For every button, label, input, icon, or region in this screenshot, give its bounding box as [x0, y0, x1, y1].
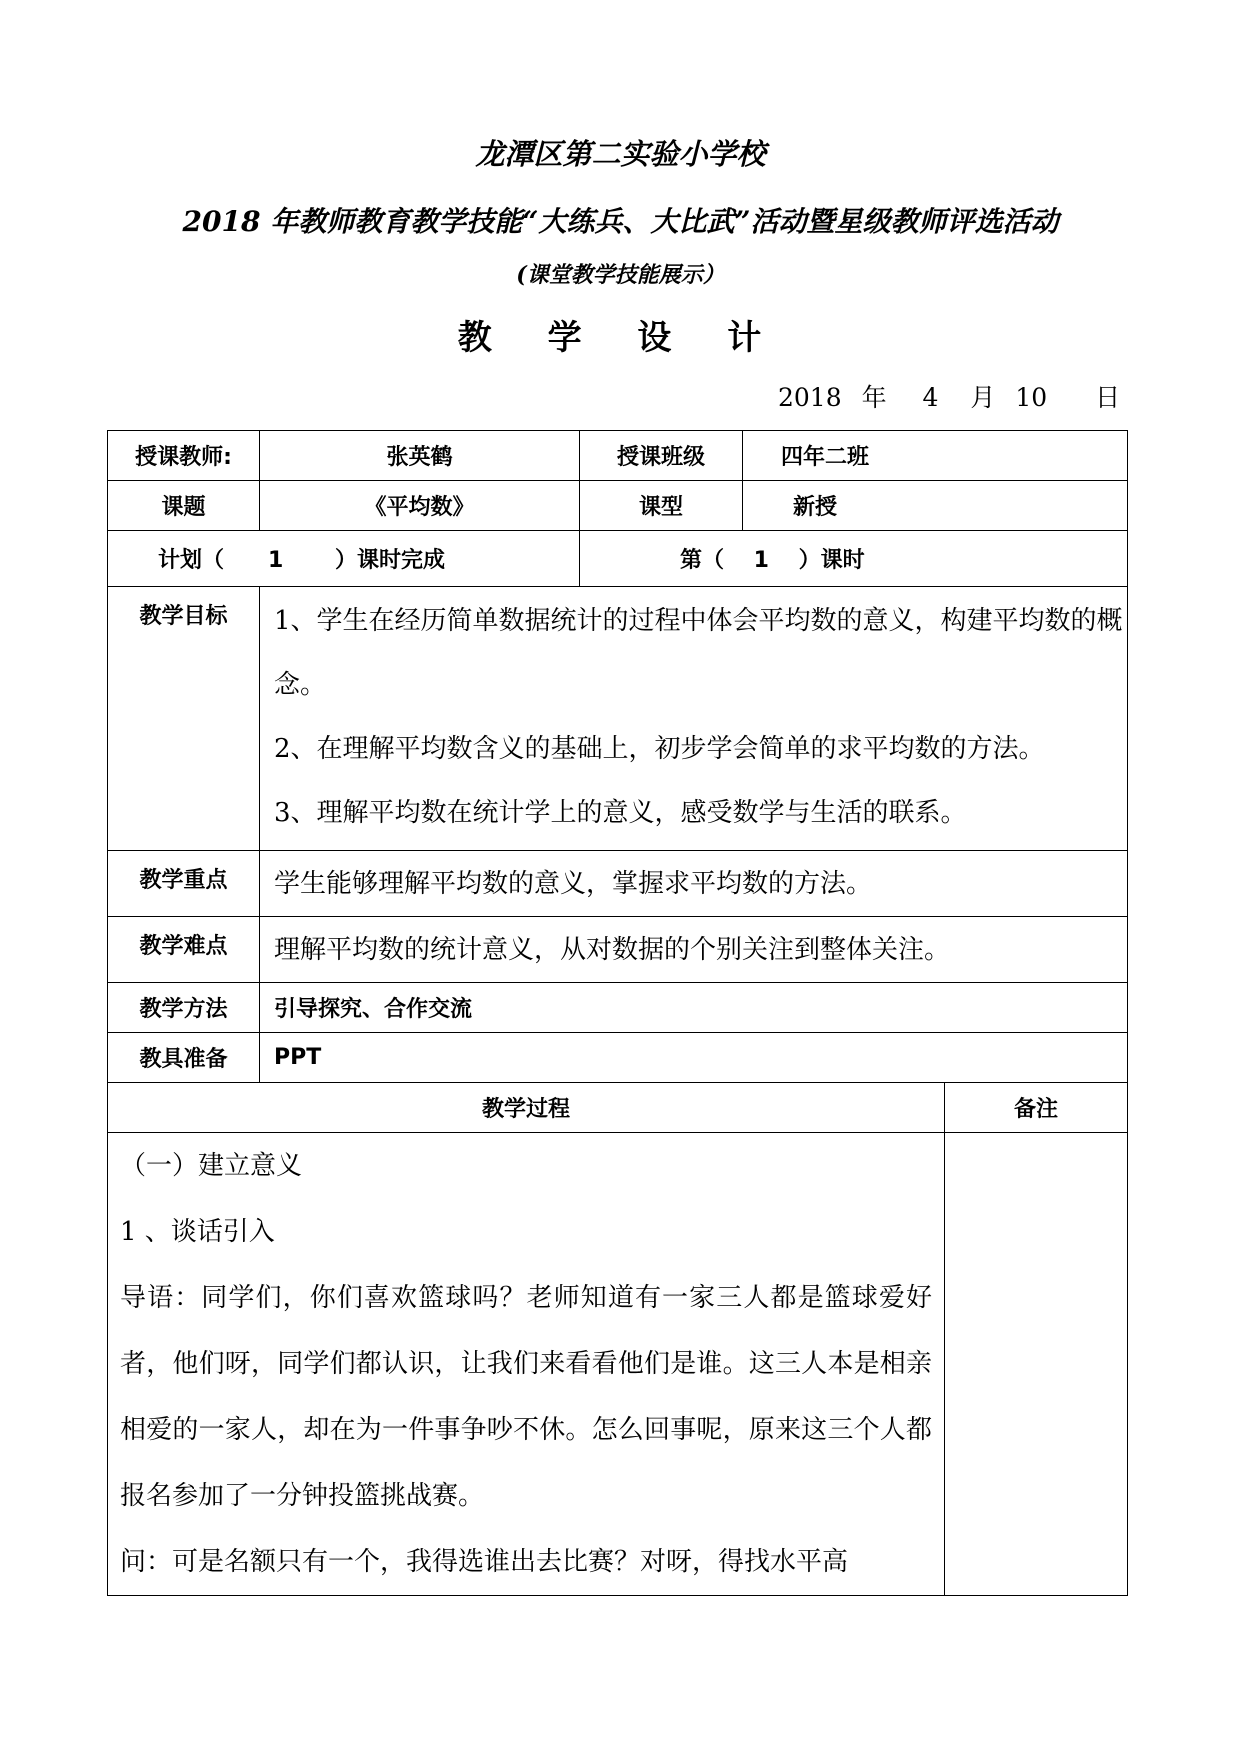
- school-name: 龙潭区第二实验小学校: [475, 137, 766, 171]
- lesson-plan-table: [107, 430, 1128, 1596]
- event-category: (课堂教学技能展示）: [516, 262, 725, 288]
- type-value: 新授: [743, 481, 1128, 531]
- materials-label: 教具准备: [108, 1033, 260, 1083]
- planned-periods: 计划（ 1 ）课时完成: [108, 531, 580, 587]
- methods-label: 教学方法: [108, 983, 260, 1033]
- date-year: 2018: [778, 383, 842, 412]
- process-step-heading: 1 、谈话引入: [120, 1217, 275, 1247]
- date-month: 4: [922, 383, 939, 412]
- date-day: 10: [1015, 383, 1048, 412]
- date-year-label: 年: [861, 383, 887, 412]
- date-month-label: 月: [970, 383, 996, 412]
- difficulties-value: 理解平均数的统计意义，从对数据的个别关注到整体关注。: [260, 917, 1128, 983]
- process-section-heading: （一）建立意义: [120, 1151, 303, 1181]
- class-label: 授课班级: [580, 431, 743, 481]
- date-line: [778, 378, 1120, 414]
- type-label: 课型: [580, 481, 743, 531]
- date-day-label: 日: [1095, 383, 1121, 412]
- materials-value: PPT: [260, 1033, 1128, 1083]
- teacher-name: 张英鹤: [260, 431, 580, 481]
- objective-item: 3、理解平均数在统计学上的意义，感受数学与生活的联系。: [274, 798, 967, 828]
- objective-item: 2、在理解平均数含义的基础上，初步学会简单的求平均数的方法。: [274, 734, 1045, 764]
- process-paragraph: 导语：同学们，你们喜欢篮球吗？老师知道有一家三人都是篮球爱好者，他们呀，同学们都认识，让我们来看看他们是谁。这三人本是相亲相爱的一家人，却在为一件事争吵不休。怎么回事呢，原来这三个人都报名参加了一分钟投篮挑战赛。: [120, 1283, 932, 1511]
- objectives-label: 教学目标: [108, 587, 260, 851]
- event-title: 2018 年教师教育教学技能“大练兵、大比武”活动暨星级教师评选活动: [182, 205, 1059, 238]
- objectives-cell: [260, 587, 1128, 851]
- process-paragraph: 问：可是名额只有一个，我得选谁出去比赛？对呀，得找水平高: [120, 1547, 849, 1577]
- objective-item: 1、学生在经历简单数据统计的过程中体会平均数的意义，构建平均数的概念。: [274, 606, 1123, 700]
- topic-value: 《平均数》: [260, 481, 580, 531]
- current-period: 第（ 1 ）课时: [580, 531, 1128, 587]
- key-points-value: 学生能够理解平均数的意义，掌握求平均数的方法。: [260, 851, 1128, 917]
- notes-header: 备注: [945, 1083, 1128, 1133]
- process-content: [108, 1133, 945, 1596]
- notes-cell: [945, 1133, 1128, 1596]
- class-name: 四年二班: [743, 431, 1128, 481]
- key-points-label: 教学重点: [108, 851, 260, 917]
- methods-value: 引导探究、合作交流: [260, 983, 1128, 1033]
- process-header: 教学过程: [108, 1083, 945, 1133]
- difficulties-label: 教学难点: [108, 917, 260, 983]
- topic-label: 课题: [108, 481, 260, 531]
- document-title: 教 学 设 计: [457, 318, 784, 358]
- teacher-label: 授课教师:: [108, 431, 260, 481]
